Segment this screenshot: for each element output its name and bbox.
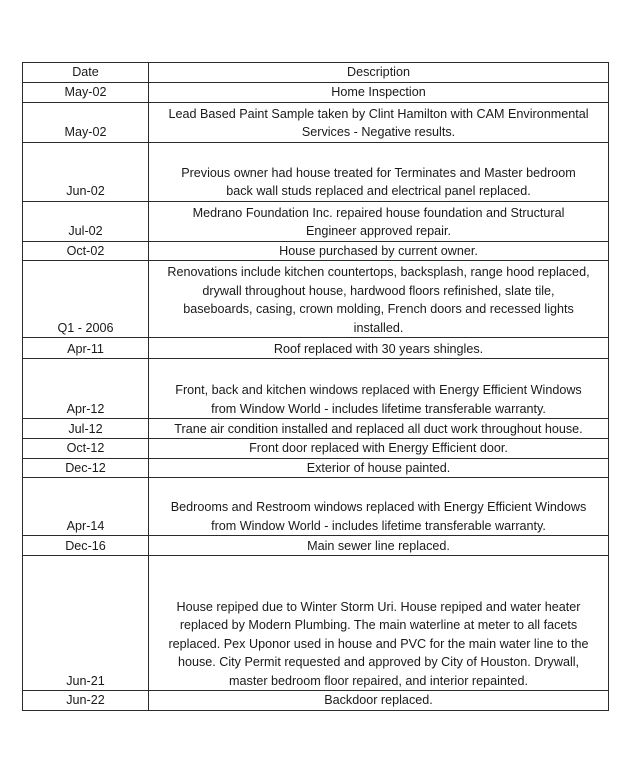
row-date: Jun-02: [23, 142, 149, 201]
row-date: May-02: [23, 83, 149, 103]
table-row: [23, 536, 609, 556]
description-line: Backdoor replaced.: [324, 693, 433, 707]
row-date: Oct-12: [23, 439, 149, 459]
row-description: [149, 359, 609, 419]
row-date: Q1 - 2006: [23, 261, 149, 338]
row-description: [149, 338, 609, 359]
table-row: [23, 83, 609, 103]
description-line: from Window World - includes lifetime transferable warranty.: [211, 401, 546, 416]
table-row: [23, 102, 609, 142]
row-description: [149, 439, 609, 459]
table-row: [23, 201, 609, 241]
table-row: [23, 556, 609, 691]
row-description: [149, 478, 609, 536]
table-row: [23, 338, 609, 359]
description-line: Front, back and kitchen windows replaced with Energy Efficient Windows: [175, 383, 582, 397]
row-date: May-02: [23, 102, 149, 142]
row-description: [149, 261, 609, 338]
description-line: back wall studs replaced and electrical panel replaced.: [226, 184, 531, 198]
row-description: [149, 536, 609, 556]
table-row: [23, 691, 609, 711]
description-line: House repiped due to Winter Storm Uri. House repiped and water heater: [176, 599, 581, 614]
description-line: Previous owner had house treated for Terminates and Master bedroom: [181, 165, 576, 180]
description-line: Services - Negative results.: [301, 125, 456, 139]
description-line: Engineer approved repair.: [306, 224, 451, 238]
row-date: Apr-12: [23, 359, 149, 419]
description-line: replaced. Pex Uponor used in house and PVC for the main water line to the: [168, 636, 589, 651]
description-line: House purchased by current owner.: [279, 243, 478, 258]
description-line: Main sewer line replaced.: [307, 538, 450, 553]
description-line: installed.: [353, 320, 404, 335]
description-line: Bedrooms and Restroom windows replaced with Energy Efficient Windows: [170, 500, 587, 514]
description-line: Lead Based Paint Sample taken by Clint Hamilton with CAM Environmental: [168, 106, 589, 121]
row-description: [149, 102, 609, 142]
row-date: Jun-21: [23, 556, 149, 691]
row-description: [149, 458, 609, 478]
description-line: Exterior of house painted.: [306, 460, 451, 475]
row-description: [149, 83, 609, 103]
description-line: drywall throughout house, hardwood floors refinished, slate tile,: [202, 283, 555, 298]
description-line: master bedroom floor repaired, and interior repainted.: [229, 673, 528, 688]
table-row: [23, 439, 609, 459]
table-row: [23, 478, 609, 536]
row-description: [149, 691, 609, 711]
row-description: [149, 142, 609, 201]
table-row: [23, 419, 609, 439]
row-date: Oct-02: [23, 241, 149, 261]
description-line: Trane air condition installed and replaced all duct work throughout house.: [174, 421, 583, 436]
table-row: [23, 458, 609, 478]
description-line: Front door replaced with Energy Efficient door.: [249, 441, 508, 455]
row-description: [149, 201, 609, 241]
date-column-header: Date: [23, 63, 149, 83]
description-line: Renovations include kitchen countertops, backsplash, range hood replaced,: [167, 265, 590, 279]
row-date: Dec-16: [23, 536, 149, 556]
row-date: Jul-12: [23, 419, 149, 439]
row-description: [149, 241, 609, 261]
row-date: Jun-22: [23, 691, 149, 711]
description-line: baseboards, casing, crown molding, French doors and recessed lights: [183, 302, 574, 316]
table-row: [23, 261, 609, 338]
home-history-table: [22, 62, 609, 711]
row-description: [149, 419, 609, 439]
row-date: Dec-12: [23, 458, 149, 478]
description-line: Medrano Foundation Inc. repaired house foundation and Structural: [192, 205, 565, 220]
description-line: Home Inspection: [331, 85, 426, 99]
row-date: Jul-02: [23, 201, 149, 241]
row-date: Apr-14: [23, 478, 149, 536]
description-line: replaced by Modern Plumbing. The main waterline at meter to all facets: [179, 618, 578, 632]
description-column-header: Description: [149, 63, 609, 83]
table-row: [23, 241, 609, 261]
table-row: [23, 142, 609, 201]
description-line: Roof replaced with 30 years shingles.: [273, 341, 484, 356]
description-line: from Window World - includes lifetime transferable warranty.: [211, 518, 546, 533]
description-line: house. City Permit requested and approved by City of Houston. Drywall,: [177, 655, 580, 669]
row-description: [149, 556, 609, 691]
header-row: [23, 63, 609, 83]
table-row: [23, 359, 609, 419]
row-date: Apr-11: [23, 338, 149, 359]
